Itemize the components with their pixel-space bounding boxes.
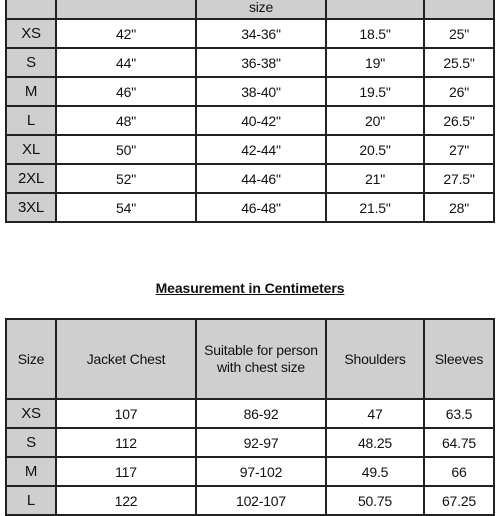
size-label-cell: L [6,486,56,515]
table-cell: 117 [56,457,196,486]
table-cell: 26" [424,77,494,106]
table-cell: 67.25 [424,486,494,515]
size-label-cell: 2XL [6,164,56,193]
table-cell: 64.75 [424,428,494,457]
table-cell: 50" [56,135,196,164]
table-cell: 52" [56,164,196,193]
inches-header-cell: size [196,0,326,19]
table-row [6,135,494,164]
size-label-cell: S [6,48,56,77]
table-cell: 21" [326,164,424,193]
table-cell: 25.5" [424,48,494,77]
table-row [6,399,494,428]
table-cell: 44" [56,48,196,77]
table-cell: 20" [326,106,424,135]
table-cell: 48" [56,106,196,135]
table-row [6,457,494,486]
size-chart-inches-table [5,0,495,223]
table-row [6,77,494,106]
table-cell: 49.5 [326,457,424,486]
table-cell: 46" [56,77,196,106]
table-cell: 42-44" [196,135,326,164]
table-cell: 46-48" [196,193,326,222]
size-label-cell: L [6,106,56,135]
table-cell: 44-46" [196,164,326,193]
inches-header-cell [326,0,424,19]
table-cell: 40-42" [196,106,326,135]
column-header-jacket-chest: Jacket Chest [56,319,196,399]
table-cell: 28" [424,193,494,222]
table-cell: 50.75 [326,486,424,515]
size-label-cell: XL [6,135,56,164]
table-cell: 19.5" [326,77,424,106]
table-cell: 122 [56,486,196,515]
table-cell: 86-92 [196,399,326,428]
inches-header-row [6,0,494,19]
table-cell: 19" [326,48,424,77]
section-title-centimeters: Measurement in Centimeters [155,280,345,296]
table-row [6,48,494,77]
column-header-size: Size [6,319,56,399]
table-row [6,486,494,515]
inches-header-cell [56,0,196,19]
size-chart-centimeters-table [5,318,495,516]
column-header-suitable-chest-size: Suitable for person with chest size [196,319,326,399]
table-cell: 25" [424,19,494,48]
table-cell: 20.5" [326,135,424,164]
table-cell: 42" [56,19,196,48]
table-cell: 26.5" [424,106,494,135]
table-row [6,164,494,193]
table-cell: 38-40" [196,77,326,106]
table-cell: 92-97 [196,428,326,457]
table-cell: 18.5" [326,19,424,48]
table-cell: 27.5" [424,164,494,193]
size-label-cell: XS [6,19,56,48]
size-label-cell: XS [6,399,56,428]
table-cell: 66 [424,457,494,486]
table-cell: 36-38" [196,48,326,77]
table-cell: 107 [56,399,196,428]
table-cell: 34-36" [196,19,326,48]
table-cell: 54" [56,193,196,222]
size-label-cell: 3XL [6,193,56,222]
table-row [6,428,494,457]
table-row [6,193,494,222]
size-label-cell: M [6,457,56,486]
table-cell: 27" [424,135,494,164]
inches-header-cell [6,0,56,19]
table-cell: 112 [56,428,196,457]
table-cell: 47 [326,399,424,428]
table-cell: 48.25 [326,428,424,457]
size-label-cell: S [6,428,56,457]
column-header-shoulders: Shoulders [326,319,424,399]
inches-header-cell [424,0,494,19]
size-label-cell: M [6,77,56,106]
table-cell: 102-107 [196,486,326,515]
table-cell: 97-102 [196,457,326,486]
table-cell: 63.5 [424,399,494,428]
table-row [6,19,494,48]
cm-header-row [6,319,494,399]
table-cell: 21.5" [326,193,424,222]
column-header-sleeves: Sleeves [424,319,494,399]
table-row [6,106,494,135]
